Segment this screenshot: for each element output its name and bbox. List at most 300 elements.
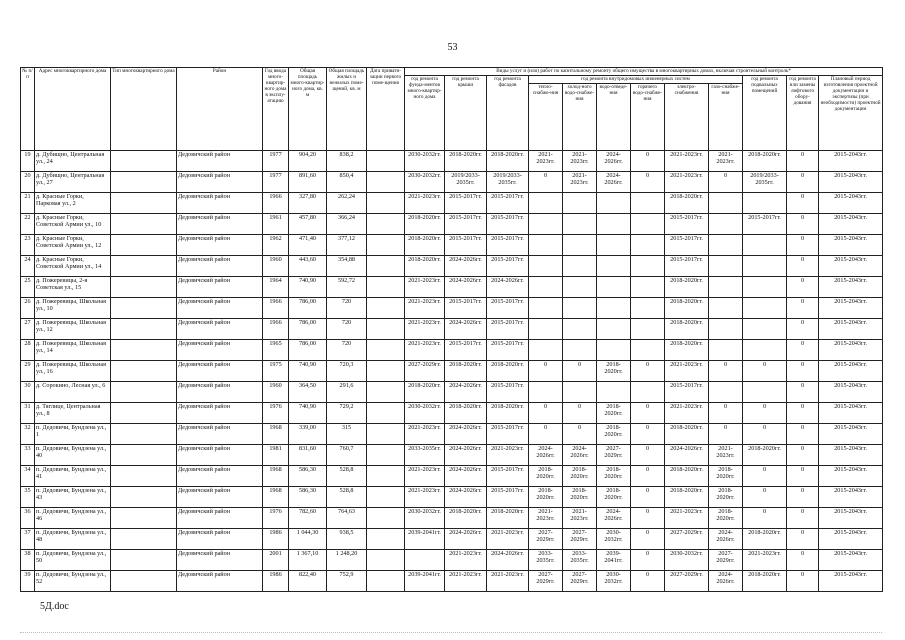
table-cell: 720 [327, 340, 367, 361]
table-cell: 0 [787, 172, 819, 193]
table-cell: 2015-2017гг. [665, 256, 709, 277]
table-cell: 34 [21, 466, 35, 487]
table-cell: Дедовичский район [177, 214, 263, 235]
table-cell: 2015-2043гг. [819, 445, 883, 466]
table-cell: 2027-2029гг. [709, 550, 743, 571]
table-cell: 2027-2029гг. [529, 529, 563, 550]
table-cell [631, 277, 665, 298]
table-cell [111, 277, 177, 298]
table-cell [367, 508, 405, 529]
table-cell: 2018-2020гг. [743, 151, 787, 172]
table-cell: 938,5 [327, 529, 367, 550]
table-cell: 2018-2020гг. [597, 361, 631, 382]
table-cell: 2018-2020гг. [487, 361, 529, 382]
table-cell: 2015-2017гг. [487, 487, 529, 508]
table-cell: 443,60 [289, 256, 327, 277]
table-cell: 1968 [263, 466, 289, 487]
table-cell: 2021-2023гг. [405, 424, 445, 445]
table-cell [529, 382, 563, 403]
table-cell: д. Пожеревицы, Школьная ул., 14 [35, 340, 111, 361]
header-heat: тепло-снабже-ния [529, 84, 563, 151]
table-cell [563, 382, 597, 403]
table-cell: 0 [787, 319, 819, 340]
table-cell: 1975 [263, 361, 289, 382]
table-cell: 2027-2029гг. [405, 361, 445, 382]
table-cell: 37 [21, 529, 35, 550]
table-cell: 0 [743, 361, 787, 382]
table-cell: 2015-2017гг. [487, 382, 529, 403]
table-cell: Дедовичский район [177, 361, 263, 382]
table-cell: 366,24 [327, 214, 367, 235]
header-num: № п/п [21, 68, 35, 151]
table-cell: 26 [21, 298, 35, 319]
page-number: 53 [447, 42, 458, 53]
table-cell [111, 508, 177, 529]
table-cell: 2018-2020гг. [597, 466, 631, 487]
table-cell: 0 [709, 424, 743, 445]
table-cell [367, 277, 405, 298]
table-cell: 2021-2023гг. [487, 445, 529, 466]
table-cell [631, 235, 665, 256]
table-cell: 0 [787, 466, 819, 487]
table-cell: 0 [631, 487, 665, 508]
table-cell: 786,00 [289, 319, 327, 340]
table-cell [597, 277, 631, 298]
header-cold-water: холод-ного водо-снабже-ния [563, 84, 597, 151]
table-cell: 2018-2020гг. [665, 298, 709, 319]
table-cell: 2019/2033-2035гг. [743, 172, 787, 193]
table-row [21, 277, 883, 298]
table-cell: 2021-2023гг. [665, 151, 709, 172]
table-cell [529, 298, 563, 319]
table-cell: 0 [787, 382, 819, 403]
table-cell: 0 [787, 571, 819, 592]
table-cell: 0 [787, 487, 819, 508]
table-cell: 2024-2026гг. [597, 508, 631, 529]
table-cell: Дедовичский район [177, 172, 263, 193]
table-cell: 904,20 [289, 151, 327, 172]
table-cell: 2021-2023гг. [405, 340, 445, 361]
table-cell: Дедовичский район [177, 508, 263, 529]
table-cell: 1962 [263, 235, 289, 256]
table-row [21, 214, 883, 235]
table-cell [529, 193, 563, 214]
table-cell [367, 361, 405, 382]
table-row [21, 172, 883, 193]
table-cell: 2015-2043гг. [819, 319, 883, 340]
header-planned: Плановый период изготовления проектной документации и экспертизы (при необходимости) проектной документации [819, 76, 883, 151]
table-cell [631, 193, 665, 214]
table-cell: 2018-2020гг. [665, 487, 709, 508]
table-cell: 2018-2020гг. [665, 466, 709, 487]
table-cell: 2039-2041гг. [405, 529, 445, 550]
table-cell: 2015-2017гг. [487, 193, 529, 214]
table-cell: 0 [743, 487, 787, 508]
table-cell: 1 367,10 [289, 550, 327, 571]
table-cell [367, 529, 405, 550]
table-cell: д. Красные Горки, Советской Армии ул., 14 [35, 256, 111, 277]
table-cell: 891,60 [289, 172, 327, 193]
table-row [21, 487, 883, 508]
table-cell [367, 445, 405, 466]
table-cell: Дедовичский район [177, 403, 263, 424]
table-cell: Дедовичский район [177, 382, 263, 403]
table-cell [743, 319, 787, 340]
table-row [21, 508, 883, 529]
table-cell: 2027-2029гг. [597, 445, 631, 466]
table-cell: 2024-2026гг. [445, 529, 487, 550]
table-cell: д. Пожеревицы, Школьная ул., 16 [35, 361, 111, 382]
table-cell: 720,3 [327, 361, 367, 382]
table-cell: 27 [21, 319, 35, 340]
table-cell: 2015-2043гг. [819, 193, 883, 214]
table-cell: 2024-2026гг. [445, 319, 487, 340]
table-cell [709, 256, 743, 277]
table-row [21, 235, 883, 256]
table-cell [631, 319, 665, 340]
table-cell: 2027-2029гг. [529, 571, 563, 592]
table-cell: Дедовичский район [177, 193, 263, 214]
table-cell: 2018-2020гг. [709, 466, 743, 487]
table-cell: 0 [787, 193, 819, 214]
table-cell: Дедовичский район [177, 256, 263, 277]
table-cell: 786,00 [289, 340, 327, 361]
table-cell: 2030-2032гг. [405, 172, 445, 193]
table-cell: 0 [743, 508, 787, 529]
table-cell: 2021-2023гг. [405, 466, 445, 487]
table-cell: 720 [327, 319, 367, 340]
table-cell: 2021-2023гг. [405, 298, 445, 319]
table-cell: 760,7 [327, 445, 367, 466]
table-cell: 0 [563, 424, 597, 445]
table-cell: 0 [787, 361, 819, 382]
table-cell: 2015-2017гг. [445, 235, 487, 256]
table-cell [631, 340, 665, 361]
table-cell: 2015-2043гг. [819, 487, 883, 508]
table-cell: 764,63 [327, 508, 367, 529]
table-cell [111, 424, 177, 445]
table-row [21, 529, 883, 550]
table-cell: 2015-2043гг. [819, 424, 883, 445]
table-cell: 2018-2020гг. [405, 382, 445, 403]
table-cell: 2039-2041гг. [405, 571, 445, 592]
table-cell: 2021-2023гг. [405, 319, 445, 340]
table-cell: 2027-2029гг. [665, 529, 709, 550]
table-cell: Дедовичский район [177, 319, 263, 340]
table-cell: 457,80 [289, 214, 327, 235]
table-row [21, 298, 883, 319]
table-cell: Дедовичский район [177, 277, 263, 298]
table-cell: 1 044,30 [289, 529, 327, 550]
table-cell: 786,00 [289, 298, 327, 319]
table-cell [597, 214, 631, 235]
table-cell: 1981 [263, 445, 289, 466]
table-cell: 2024-2026гг. [665, 445, 709, 466]
table-cell: 354,88 [327, 256, 367, 277]
table-row [21, 319, 883, 340]
table-cell [111, 319, 177, 340]
header-hot-water: горячего водо-снабже-ния [631, 84, 665, 151]
table-cell [563, 340, 597, 361]
table-cell: 528,8 [327, 487, 367, 508]
table-cell: 720 [327, 298, 367, 319]
table-cell: 0 [631, 151, 665, 172]
table-cell: 0 [631, 172, 665, 193]
table-cell [111, 466, 177, 487]
table-cell: 25 [21, 277, 35, 298]
table-cell: 528,8 [327, 466, 367, 487]
table-cell: 2018-2020гг. [665, 319, 709, 340]
table-cell: 38 [21, 550, 35, 571]
table-cell [367, 214, 405, 235]
table-cell [111, 382, 177, 403]
table-cell: 31 [21, 403, 35, 424]
table-cell: 28 [21, 340, 35, 361]
table-cell: д. Пожеревицы, Школьная ул., 10 [35, 298, 111, 319]
table-cell: 0 [631, 424, 665, 445]
table-cell [529, 235, 563, 256]
table-cell: 2015-2043гг. [819, 403, 883, 424]
table-cell [743, 298, 787, 319]
table-cell: 2018-2020гг. [487, 508, 529, 529]
table-cell [529, 256, 563, 277]
table-cell: 1976 [263, 403, 289, 424]
table-cell: 0 [787, 235, 819, 256]
table-cell: 2018-2020гг. [487, 151, 529, 172]
table-cell: 1977 [263, 172, 289, 193]
header-privatization: Дата привати-зации первого поме-щения [367, 68, 405, 151]
table-cell: 36 [21, 508, 35, 529]
table-cell: 2030-2032гг. [405, 151, 445, 172]
table-cell [709, 298, 743, 319]
table-cell: 2033-2035гг. [563, 550, 597, 571]
table-cell: 2021-2023гг. [743, 550, 787, 571]
table-cell: 0 [787, 298, 819, 319]
table-cell: 2015-2017гг. [665, 382, 709, 403]
footer-filename: 5Д.doc [40, 601, 69, 612]
table-cell: Дедовичский район [177, 235, 263, 256]
header-living-area: Общая площадь жилых и нежилых поме-щений, кв. м [327, 68, 367, 151]
table-row [21, 550, 883, 571]
capital-repair-table [20, 67, 883, 592]
table-cell [367, 319, 405, 340]
table-cell [405, 550, 445, 571]
table-cell: 2018-2020гг. [405, 256, 445, 277]
table-cell: 1966 [263, 319, 289, 340]
header-gas: газо-снабже-ния [709, 84, 743, 151]
table-cell: 0 [787, 214, 819, 235]
table-cell [743, 277, 787, 298]
table-cell [563, 298, 597, 319]
table-cell: 2015-2043гг. [819, 361, 883, 382]
table-cell [111, 340, 177, 361]
table-cell: 2015-2043гг. [819, 508, 883, 529]
table-row [21, 361, 883, 382]
table-cell [597, 382, 631, 403]
table-cell: 0 [631, 508, 665, 529]
header-sewerage: водо-отведе-ния [597, 84, 631, 151]
table-cell: д. Сорокино, Лесная ул., 6 [35, 382, 111, 403]
table-row [21, 571, 883, 592]
table-cell: 377,12 [327, 235, 367, 256]
table-cell: 2018-2020гг. [665, 277, 709, 298]
table-cell: 850,4 [327, 172, 367, 193]
table-cell: 2021-2023гг. [487, 571, 529, 592]
table-cell: 2021-2023гг. [529, 508, 563, 529]
table-cell: 327,80 [289, 193, 327, 214]
table-cell: 2018-2020гг. [665, 424, 709, 445]
table-cell [367, 403, 405, 424]
table-cell [597, 298, 631, 319]
table-cell: п. Дедовичи, Бундзена ул., 46 [35, 508, 111, 529]
table-cell: 2015-2043гг. [819, 571, 883, 592]
table-cell: 0 [631, 445, 665, 466]
table-cell: 2018-2020гг. [743, 571, 787, 592]
table-cell [111, 256, 177, 277]
table-cell: 2015-2043гг. [819, 382, 883, 403]
table-cell: 2015-2043гг. [819, 529, 883, 550]
table-cell: Дедовичский район [177, 529, 263, 550]
table-cell: 2018-2020гг. [597, 403, 631, 424]
table-cell: 740,90 [289, 361, 327, 382]
table-cell: 262,24 [327, 193, 367, 214]
table-cell: 39 [21, 571, 35, 592]
table-cell: 2021-2023гг. [445, 550, 487, 571]
table-cell [367, 256, 405, 277]
table-cell [597, 235, 631, 256]
table-cell: 1966 [263, 193, 289, 214]
table-cell: 2015-2043гг. [819, 277, 883, 298]
table-cell: 2015-2017гг. [487, 298, 529, 319]
table-cell: 2018-2020гг. [597, 424, 631, 445]
table-cell [631, 256, 665, 277]
table-cell [597, 193, 631, 214]
table-cell: 2021-2023гг. [563, 172, 597, 193]
table-cell: Дедовичский район [177, 445, 263, 466]
table-body [21, 151, 883, 592]
table-cell: Дедовичский район [177, 550, 263, 571]
table-cell [597, 340, 631, 361]
table-row [21, 445, 883, 466]
table-cell: д. Красные Горки, Советской Армии ул., 10 [35, 214, 111, 235]
table-cell: 0 [743, 403, 787, 424]
header-basement: год ремонта подвальных помещений [743, 76, 787, 151]
table-cell: 0 [631, 529, 665, 550]
header-elevator: год ремонта или замены лифтового обору-дования [787, 76, 819, 151]
table-cell: 2021-2023гг. [563, 151, 597, 172]
table-cell: 24 [21, 256, 35, 277]
table-cell [563, 319, 597, 340]
table-cell: 0 [787, 403, 819, 424]
table-cell: 30 [21, 382, 35, 403]
header-address: Адрес многоквартирного дома [35, 68, 111, 151]
table-cell: 2027-2029гг. [665, 571, 709, 592]
table-row [21, 382, 883, 403]
table-cell: 586,30 [289, 466, 327, 487]
table-cell: 2015-2017гг. [445, 298, 487, 319]
table-cell: 23 [21, 235, 35, 256]
table-cell [111, 214, 177, 235]
table-cell: 0 [787, 508, 819, 529]
table-cell [367, 382, 405, 403]
table-cell: 2015-2043гг. [819, 298, 883, 319]
table-cell: 0 [787, 529, 819, 550]
table-cell: 0 [743, 424, 787, 445]
table-cell [743, 340, 787, 361]
table-cell: 2018-2020гг. [445, 361, 487, 382]
table-cell: 2030-2032гг. [665, 550, 709, 571]
table-cell [111, 298, 177, 319]
table-cell: 1960 [263, 382, 289, 403]
table-cell [367, 424, 405, 445]
table-cell: 2018-2020гг. [665, 340, 709, 361]
table-cell: 782,60 [289, 508, 327, 529]
table-cell: 2015-2017гг. [487, 340, 529, 361]
table-cell: 2015-2043гг. [819, 340, 883, 361]
table-cell: 2015-2043гг. [819, 235, 883, 256]
header-year: Год ввода много-квартир-ного дома в эксплу-атацию [263, 68, 289, 151]
table-cell: 2021-2023гг. [665, 508, 709, 529]
table-cell: 32 [21, 424, 35, 445]
header-services: Виды услуг и (или) работ по капитальному ремонту общего имущества в многоквартирных домах, включая строительный контроль* [405, 68, 883, 76]
table-cell: 729,2 [327, 403, 367, 424]
table-cell: 0 [529, 403, 563, 424]
table-cell: 2015-2017гг. [743, 214, 787, 235]
table-cell: п. Дедовичи, Бундзена ул., 43 [35, 487, 111, 508]
table-cell: 0 [787, 277, 819, 298]
table-cell: д. Пожеревицы, 2-я Советская ул., 15 [35, 277, 111, 298]
table-cell: 29 [21, 361, 35, 382]
table-cell: 471,40 [289, 235, 327, 256]
table-cell: 2015-2017гг. [487, 319, 529, 340]
header-electric: электро-снабжения [665, 84, 709, 151]
table-cell [709, 340, 743, 361]
table-cell: 2021-2023гг. [487, 529, 529, 550]
table-cell: 0 [787, 256, 819, 277]
table-cell: 2021-2023гг. [445, 571, 487, 592]
table-cell: д. Дубищно, Центральная ул., 27 [35, 172, 111, 193]
table-cell [631, 214, 665, 235]
table-cell: 2015-2043гг. [819, 256, 883, 277]
header-foundation: год ремонта фунда-ментов много-квартир-ного дома [405, 76, 445, 151]
table-cell: 2015-2043гг. [819, 214, 883, 235]
table-cell: 0 [631, 466, 665, 487]
table-cell: п. Дедовичи, Бундзена ул., 50 [35, 550, 111, 571]
table-cell [111, 193, 177, 214]
table-cell: п. Дедовичи, Бундзена ул., 52 [35, 571, 111, 592]
table-cell: 2018-2020гг. [405, 235, 445, 256]
table-cell: 2015-2043гг. [819, 172, 883, 193]
table-cell: д. Красные Горки, Парковая ул., 2 [35, 193, 111, 214]
table-cell: 2024-2026гг. [487, 277, 529, 298]
table-cell [367, 550, 405, 571]
table-cell: 2024-2026гг. [445, 382, 487, 403]
table-cell: 0 [563, 403, 597, 424]
table-cell [563, 235, 597, 256]
table-cell: п. Дедовичи, Бундзена ул., 40 [35, 445, 111, 466]
table-cell: 2033-2035гг. [405, 445, 445, 466]
table-cell: 1977 [263, 151, 289, 172]
table-cell: Дедовичский район [177, 466, 263, 487]
table-cell: 2030-2032гг. [405, 403, 445, 424]
table-cell: 2018-2020гг. [445, 403, 487, 424]
header-type: Тип многоквартирного дома [111, 68, 177, 151]
table-cell: 2024-2026гг. [445, 256, 487, 277]
table-cell: 2024-2026гг. [529, 445, 563, 466]
table-row [21, 151, 883, 172]
table-cell: 2015-2017гг. [487, 214, 529, 235]
table-cell: 2024-2026гг. [563, 445, 597, 466]
